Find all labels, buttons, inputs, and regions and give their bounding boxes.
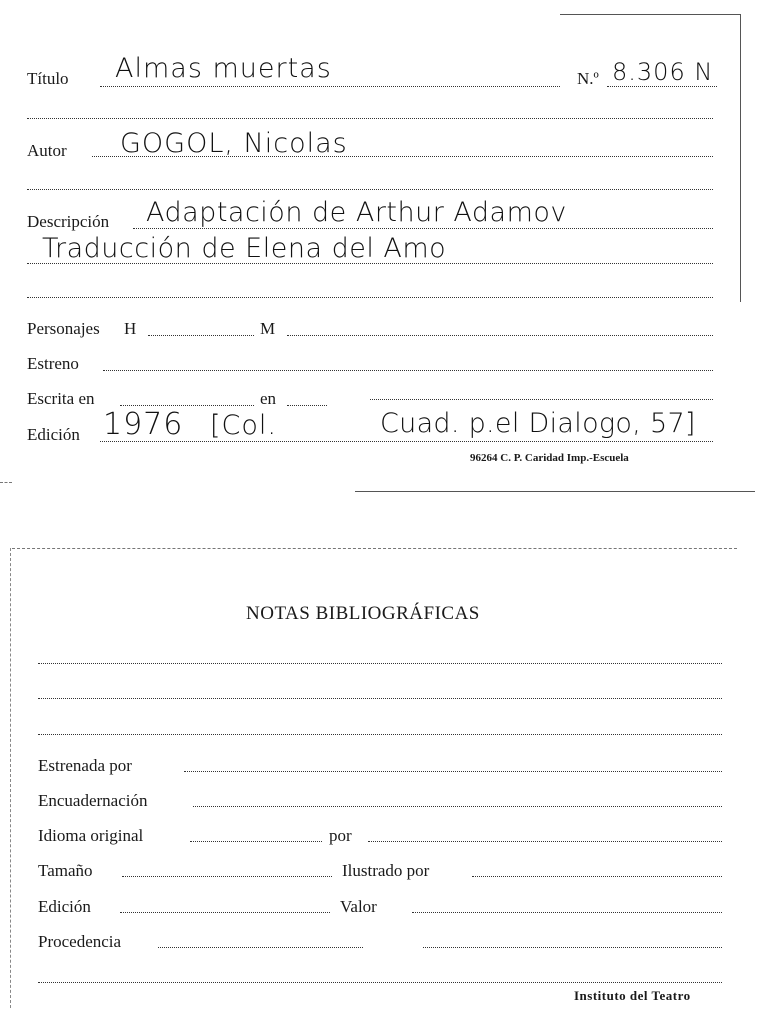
edicion-value-series[interactable]: Cuad. p.el Dialogo, 57] bbox=[380, 408, 696, 439]
escrita-en-label: en bbox=[260, 389, 277, 408]
tamano-label: Tamaño bbox=[38, 861, 93, 880]
institute-footer: Instituto del Teatro bbox=[574, 988, 691, 1003]
edicion-line bbox=[100, 441, 713, 442]
ilustrado-line[interactable] bbox=[472, 876, 722, 877]
idioma-label: Idioma original bbox=[38, 826, 144, 845]
numero-line bbox=[607, 86, 717, 87]
estreno-line[interactable] bbox=[103, 370, 713, 371]
personajes-h-line[interactable] bbox=[148, 335, 254, 336]
tamano-line[interactable] bbox=[122, 876, 332, 877]
printer-imprint: 96264 C. P. Caridad Imp.-Escuela bbox=[470, 452, 629, 464]
edicion2-line[interactable] bbox=[120, 912, 330, 913]
escrita-label: Escrita en bbox=[27, 389, 95, 408]
escrita-en-line-b[interactable] bbox=[370, 399, 713, 400]
titulo-value[interactable]: Almas muertas bbox=[115, 53, 332, 84]
valor-label: Valor bbox=[340, 897, 377, 916]
autor-value[interactable]: GOGOL, Nicolas bbox=[120, 128, 348, 159]
edicion2-label: Edición bbox=[38, 897, 91, 916]
personajes-label: Personajes bbox=[27, 319, 100, 338]
titulo-line bbox=[100, 86, 560, 87]
procedencia-label: Procedencia bbox=[38, 932, 122, 951]
numero-label: N.º bbox=[577, 69, 599, 88]
titulo-label: Título bbox=[27, 69, 69, 88]
blank-line bbox=[27, 118, 713, 119]
notas-line-3[interactable] bbox=[38, 734, 722, 735]
notas-title: NOTAS BIBLIOGRÁFICAS bbox=[246, 603, 480, 624]
estreno-label: Estreno bbox=[27, 354, 79, 373]
procedencia-line-b[interactable] bbox=[423, 947, 722, 948]
descripcion-label: Descripción bbox=[27, 212, 110, 231]
ilustrado-label: Ilustrado por bbox=[342, 861, 430, 880]
descripcion-value-1[interactable]: Adaptación de Arthur Adamov bbox=[146, 197, 567, 228]
notas-line-2[interactable] bbox=[38, 698, 722, 699]
escrita-line[interactable] bbox=[120, 405, 254, 406]
encuadernacion-line[interactable] bbox=[193, 806, 722, 807]
card-right-edge bbox=[740, 14, 741, 302]
blank-line bbox=[27, 189, 713, 190]
card-left-edge bbox=[10, 548, 11, 1008]
personajes-m-line[interactable] bbox=[287, 335, 713, 336]
notas-line-last[interactable] bbox=[38, 982, 722, 983]
card-top-edge bbox=[560, 14, 740, 15]
idioma-por-line[interactable] bbox=[368, 841, 722, 842]
encuadernacion-label: Encuadernación bbox=[38, 791, 148, 810]
valor-line[interactable] bbox=[412, 912, 722, 913]
autor-label: Autor bbox=[27, 141, 67, 160]
blank-line bbox=[27, 297, 713, 298]
edicion-value-col[interactable]: [Col. bbox=[210, 410, 277, 441]
estrenada-line[interactable] bbox=[184, 771, 722, 772]
procedencia-line-a[interactable] bbox=[158, 947, 363, 948]
estrenada-label: Estrenada por bbox=[38, 756, 132, 775]
edicion-value-year[interactable]: 1976 bbox=[103, 407, 184, 442]
numero-value[interactable]: 8.306 N bbox=[612, 58, 714, 86]
idioma-line[interactable] bbox=[190, 841, 322, 842]
idioma-por-label: por bbox=[329, 826, 352, 845]
notas-line-1[interactable] bbox=[38, 663, 722, 664]
scan-mark bbox=[0, 482, 12, 483]
descripcion-line-1 bbox=[133, 228, 713, 229]
personajes-h-label: H bbox=[124, 319, 137, 338]
descripcion-value-2[interactable]: Traducción de Elena del Amo bbox=[42, 233, 447, 264]
scan-mark-divider bbox=[12, 548, 737, 549]
edicion-label: Edición bbox=[27, 425, 80, 444]
personajes-m-label: M bbox=[260, 319, 276, 338]
escrita-en-line-a[interactable] bbox=[287, 405, 327, 406]
card-bottom-edge bbox=[355, 491, 755, 492]
